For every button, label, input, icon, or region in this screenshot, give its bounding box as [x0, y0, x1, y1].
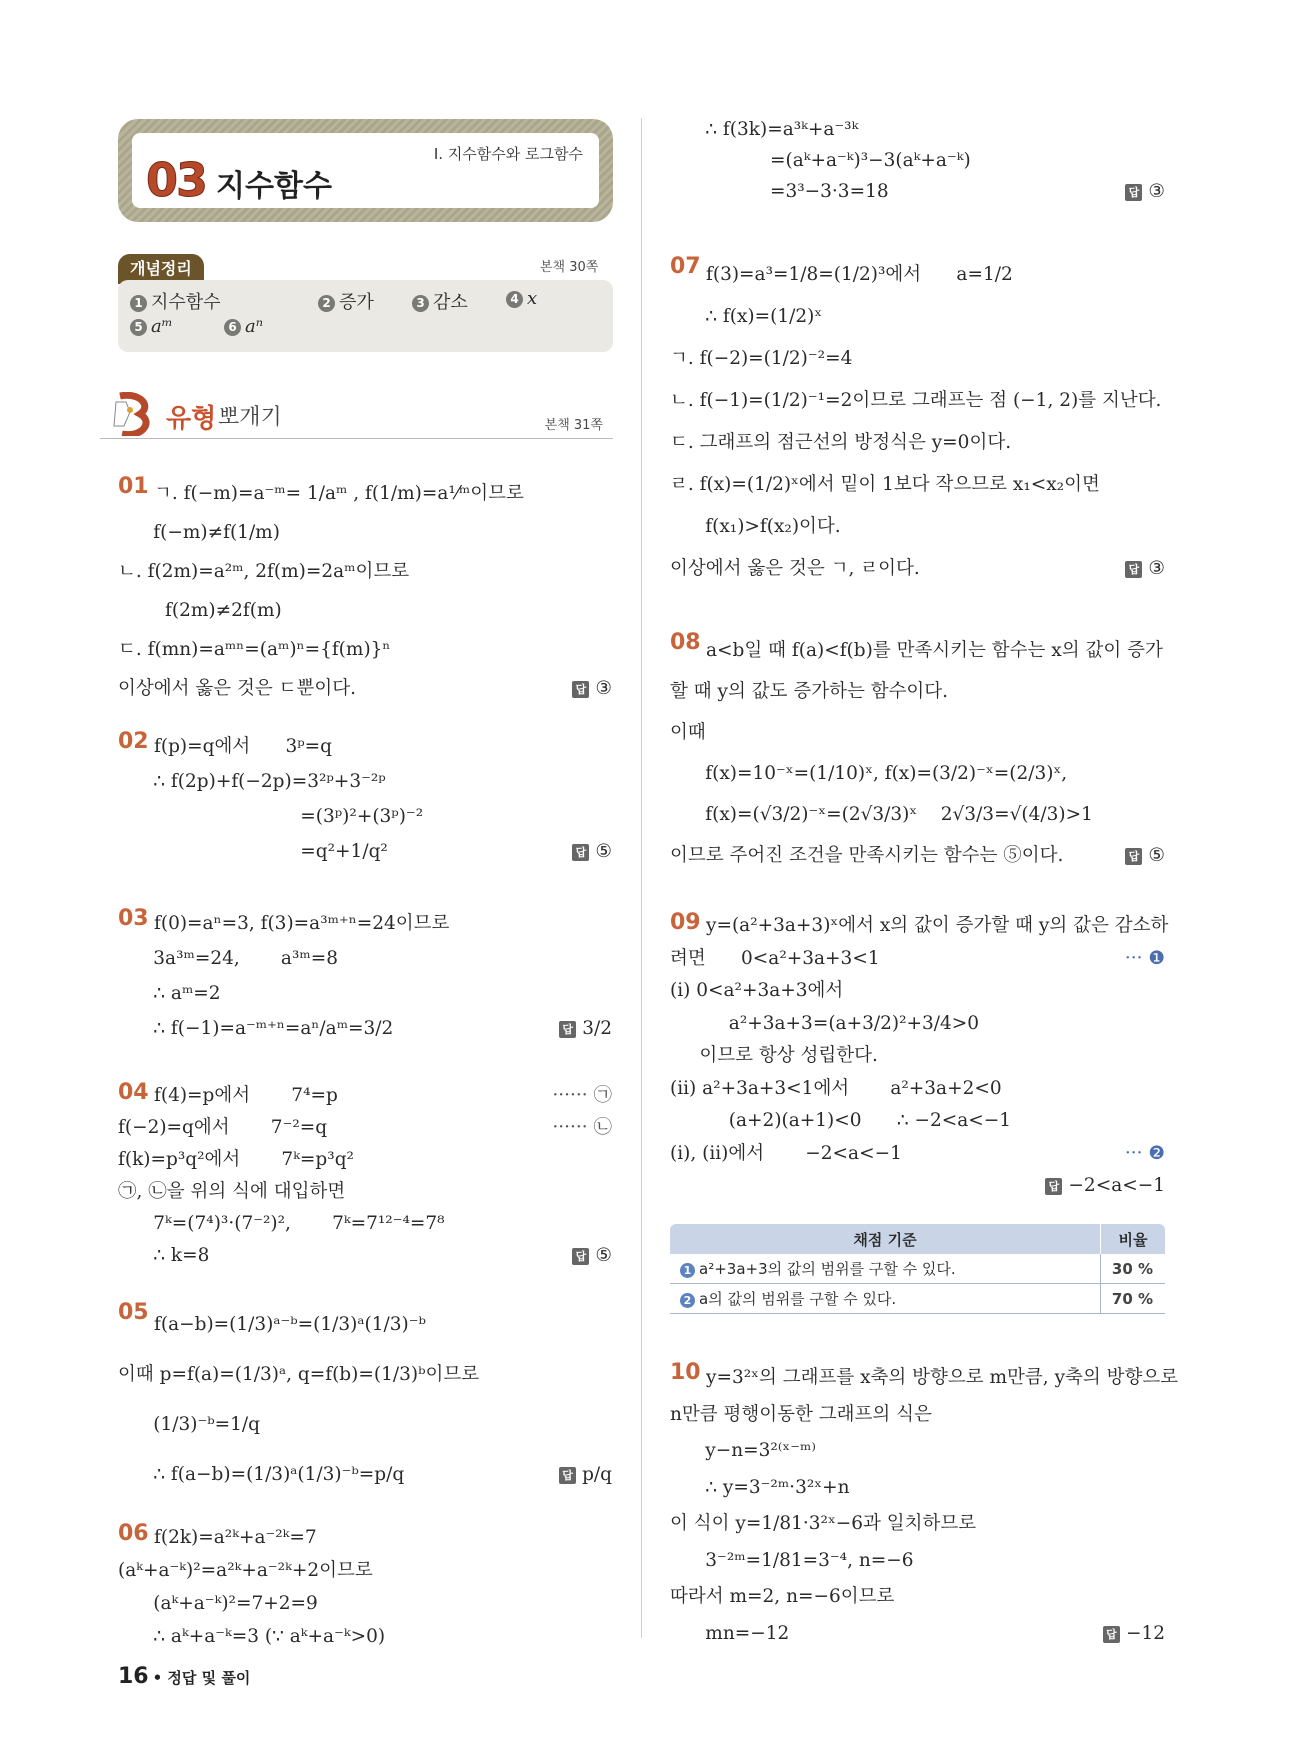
- solution-line: [670, 296, 1165, 338]
- solution-text: mn=−12: [670, 1622, 790, 1644]
- solution-line: [118, 1112, 612, 1144]
- solution-line: [670, 1105, 1165, 1138]
- solution-line: [118, 1208, 612, 1240]
- solution-line: [670, 835, 1165, 876]
- answer-value: ⑤: [595, 1245, 612, 1266]
- solution-line: [670, 1138, 1165, 1171]
- solution-line: [118, 941, 612, 976]
- answer-badge-icon: 답: [572, 1248, 589, 1265]
- solution-text: y−n=3²⁽ˣ⁻ᵐ⁾: [670, 1440, 816, 1461]
- solution-line: [670, 548, 1165, 590]
- solution-text: ㄹ. f(x)=(1/2)ˣ에서 밑이 1보다 작으므로 x₁<x₂이면: [670, 474, 1100, 495]
- solution-line: [670, 176, 1165, 207]
- answer-value: −2<a<−1: [1068, 1175, 1165, 1196]
- solution-line: [670, 145, 1165, 176]
- solution-text: [670, 1175, 676, 1196]
- problem-number: 01: [118, 474, 149, 499]
- answer-badge-icon: 답: [1045, 1178, 1062, 1195]
- grading-header-ratio: 비율: [1101, 1224, 1166, 1254]
- solution-text: 이상에서 옳은 것은 ㄷ뿐이다.: [118, 678, 356, 699]
- solution-line: [118, 669, 612, 708]
- solution-text: 따라서 m=2, n=−6이므로: [670, 1586, 895, 1607]
- solution-text: ∴ f(a−b)=(1/3)ᵃ(1/3)⁻ᵇ=p/q: [118, 1464, 405, 1485]
- type-section-subtitle: 뽀개기: [218, 405, 282, 430]
- solution-text: ㄷ. f(mn)=aᵐⁿ=(aᵐ)ⁿ={f(m)}ⁿ: [118, 639, 391, 660]
- solution-text: =3³−3·3=18: [670, 181, 889, 202]
- solution-line: [670, 910, 1169, 943]
- solution-text: ㉠, ㉡을 위의 식에 대입하면: [118, 1181, 346, 1202]
- page-footer: [118, 1664, 250, 1689]
- solution-line: [118, 1176, 612, 1208]
- solution-text: (ii) a²+3a+3<1에서 a²+3a+2<0: [670, 1077, 1002, 1099]
- answer-value: −12: [1125, 1622, 1165, 1644]
- problem-07: [670, 254, 1165, 590]
- page-number: 16: [118, 1664, 149, 1689]
- grading-table: [670, 1224, 1165, 1314]
- solution-line: [118, 1521, 612, 1554]
- solution-line: [118, 1080, 612, 1112]
- solution-text: (a+2)(a+1)<0 ∴ −2<a<−1: [670, 1110, 1012, 1131]
- answer: [1125, 176, 1165, 207]
- solution-text: 7ᵏ=(7⁴)³·(7⁻²)², 7ᵏ=7¹²⁻⁴=7⁸: [118, 1213, 445, 1234]
- problem-06: [118, 1521, 612, 1653]
- solution-line: [670, 712, 1165, 753]
- solution-line: [670, 671, 1165, 712]
- solution-text: 3⁻²ᵐ=1/81=3⁻⁴, n=−6: [670, 1549, 914, 1571]
- problem-number: 04: [118, 1080, 149, 1105]
- solution-line: [118, 1400, 612, 1450]
- answer: [559, 1450, 612, 1500]
- problem-01: [118, 474, 612, 708]
- solution-line: [670, 794, 1165, 835]
- solution-text: f(−2)=q에서 7⁻²=q: [118, 1117, 328, 1138]
- solution-text: (i) 0<a²+3a+3에서: [670, 980, 844, 1001]
- problem-number: 07: [670, 254, 701, 279]
- solution-text: 이때: [670, 722, 706, 743]
- answer-value: ⑤: [1148, 845, 1165, 866]
- solution-text: ∴ f(−1)=a⁻ᵐ⁺ⁿ=aⁿ/aᵐ=3/2: [118, 1018, 394, 1039]
- solution-text: f(0)=aⁿ=3, f(3)=a³ᵐ⁺ⁿ=24이므로: [154, 913, 450, 934]
- answer-badge-icon: 답: [1103, 1626, 1120, 1643]
- solution-line: [670, 464, 1165, 506]
- problem-05: [118, 1300, 612, 1500]
- solution-text: ∴ f(2p)+f(−2p)=3²ᵖ+3⁻²ᵖ: [118, 771, 386, 792]
- concept-item: 6 aⁿ: [224, 316, 263, 337]
- answer-badge-icon: 답: [559, 1467, 576, 1484]
- grading-row: [670, 1254, 1165, 1284]
- concept-page-ref: 본책 30쪽: [540, 260, 599, 275]
- solution-text: f(k)=p³q²에서 7ᵏ=p³q²: [118, 1149, 354, 1170]
- answer-badge-icon: 답: [572, 844, 589, 861]
- problem-number: 08: [670, 630, 701, 655]
- problem-number: 03: [118, 906, 149, 931]
- solution-line: [670, 1616, 1165, 1653]
- solution-text: 3a³ᵐ=24, a³ᵐ=8: [118, 948, 338, 969]
- solution-line: [670, 380, 1165, 422]
- solution-text: ∴ f(x)=(1/2)ˣ: [670, 306, 823, 327]
- answer-badge-icon: 답: [1125, 184, 1142, 201]
- answer-value: p/q: [582, 1464, 612, 1485]
- answer-value: ③: [595, 678, 612, 699]
- solution-line: [670, 254, 1165, 296]
- solution-line: [670, 338, 1165, 380]
- problem-number: 10: [670, 1360, 701, 1385]
- grading-step-marker: ··· ❷: [1124, 1142, 1165, 1164]
- solution-line: [670, 422, 1165, 464]
- solution-line: [670, 753, 1165, 794]
- solution-text: f(2m)≠2f(m): [118, 600, 282, 621]
- solution-line: [118, 513, 612, 552]
- answer-badge-icon: 답: [1125, 848, 1142, 865]
- chapter-part: Ⅰ. 지수함수와 로그함수: [433, 145, 583, 163]
- solution-text: y=(a²+3a+3)ˣ에서 x의 값이 증가할 때 y의 값은 감소하: [706, 915, 1169, 936]
- solution-text: (aᵏ+a⁻ᵏ)²=7+2=9: [118, 1593, 318, 1614]
- grading-ratio: 70 %: [1101, 1284, 1166, 1314]
- solution-line: [670, 630, 1165, 671]
- problem-10: [670, 1360, 1179, 1652]
- grading-ratio: 30 %: [1101, 1254, 1166, 1284]
- chapter-number: 03: [146, 153, 207, 207]
- solution-line: [118, 1620, 612, 1653]
- concept-item: 2 증가: [318, 288, 374, 314]
- answer: [1125, 548, 1165, 590]
- solution-text: =(aᵏ+a⁻ᵏ)³−3(aᵏ+a⁻ᵏ): [670, 150, 971, 171]
- solution-line: [118, 1450, 612, 1500]
- chapter-title: 지수함수: [216, 169, 332, 204]
- solution-text: ㄱ. f(−2)=(1/2)⁻²=4: [670, 348, 853, 369]
- solution-text: 이상에서 옳은 것은 ㄱ, ㄹ이다.: [670, 558, 920, 579]
- answer: [559, 1011, 612, 1046]
- answer-value: 3/2: [582, 1018, 612, 1039]
- solution-text: y=3²ˣ의 그래프를 x축의 방향으로 m만큼, y축의 방향으로: [706, 1367, 1179, 1388]
- solution-line: [670, 975, 1165, 1008]
- solution-line: [118, 1011, 612, 1046]
- problem-number: 05: [118, 1300, 149, 1325]
- solution-text: (aᵏ+a⁻ᵏ)²=a²ᵏ+a⁻²ᵏ+2이므로: [118, 1560, 373, 1581]
- equation-marker: ······ ㉡: [552, 1117, 612, 1138]
- solution-text: a<b일 때 f(a)<f(b)를 만족시키는 함수는 x의 값이 증가: [706, 640, 1163, 661]
- solution-text: 이 식이 y=1/81·3²ˣ−6과 일치하므로: [670, 1513, 977, 1534]
- answer: [572, 834, 612, 869]
- solution-line: [670, 1170, 1165, 1203]
- answer-badge-icon: 답: [1125, 561, 1142, 578]
- solution-text: 이므로 주어진 조건을 만족시키는 함수는 ⑤이다.: [670, 845, 1064, 866]
- type-section-header: [100, 392, 613, 439]
- solution-text: f(3)=a³=1/8=(1/2)³에서 a=1/2: [706, 264, 1013, 285]
- solution-text: ∴ aᵏ+a⁻ᵏ=3 (∵ aᵏ+a⁻ᵏ>0): [118, 1626, 386, 1647]
- solution-line: [670, 506, 1165, 548]
- solution-text: ∴ y=3⁻²ᵐ·3²ˣ+n: [670, 1476, 850, 1498]
- answer-badge-icon: 답: [572, 681, 589, 698]
- solution-text: 려면 0<a²+3a+3<1: [670, 947, 880, 969]
- solution-line: [118, 474, 612, 513]
- step-1-icon: 1: [680, 1263, 695, 1278]
- answer-value: ③: [1148, 558, 1165, 579]
- solution-text: =(3ᵖ)²+(3ᵖ)⁻²: [118, 806, 424, 827]
- solution-text: (1/3)⁻ᵇ=1/q: [118, 1414, 261, 1435]
- solution-text: n만큼 평행이동한 그래프의 식은: [670, 1403, 932, 1425]
- answer: [1045, 1170, 1165, 1203]
- solution-line: [118, 1554, 612, 1587]
- solution-text: ㄴ. f(−1)=(1/2)⁻¹=2이므로 그래프는 점 (−1, 2)를 지난다.: [670, 390, 1162, 411]
- solution-line: [670, 1506, 1165, 1543]
- solution-text: ㄷ. 그래프의 점근선의 방정식은 y=0이다.: [670, 432, 1012, 453]
- concept-item: 5 aᵐ: [130, 316, 173, 337]
- problem-06-continuation: [670, 114, 1165, 207]
- solution-line: [670, 1579, 1165, 1616]
- problem-number: 09: [670, 910, 701, 935]
- grading-row: [670, 1284, 1165, 1314]
- problem-08: [670, 630, 1165, 876]
- solution-text: ∴ aᵐ=2: [118, 983, 221, 1004]
- sse-b-logo-icon: [100, 392, 150, 436]
- solution-line: [670, 1433, 1165, 1470]
- column-divider: [641, 118, 642, 1638]
- step-2-icon: 2: [680, 1293, 695, 1308]
- solution-text: ㄴ. f(2m)=a²ᵐ, 2f(m)=2aᵐ이므로: [118, 561, 410, 582]
- answer-value: ⑤: [595, 841, 612, 862]
- problem-04: [118, 1080, 612, 1272]
- solution-text: f(x)=10⁻ˣ=(1/10)ˣ, f(x)=(3/2)⁻ˣ=(2/3)ˣ,: [670, 763, 1068, 784]
- solution-line: [118, 906, 612, 941]
- problem-number: 06: [118, 1521, 149, 1546]
- type-section-title: 유형: [166, 404, 217, 434]
- problem-number: 02: [118, 729, 149, 754]
- solution-line: [670, 943, 1165, 976]
- answer-badge-icon: 답: [559, 1021, 576, 1038]
- equation-marker: ······ ㉠: [552, 1085, 612, 1106]
- solution-line: [118, 1144, 612, 1176]
- chapter-header: [118, 119, 613, 222]
- solution-text: f(x)=(√3/2)⁻ˣ=(2√3/3)ˣ 2√3/3=√(4/3)>1: [670, 804, 1093, 825]
- solution-line: [118, 552, 612, 591]
- solution-line: [118, 834, 612, 869]
- solution-text: ∴ f(3k)=a³ᵏ+a⁻³ᵏ: [670, 119, 859, 140]
- solution-line: [118, 630, 612, 669]
- grading-criterion: a의 값의 범위를 구할 수 있다.: [699, 1290, 897, 1308]
- problem-09: [670, 910, 1169, 1203]
- solution-text: f(−m)≠f(1/m): [118, 522, 280, 543]
- problem-02: [118, 729, 612, 869]
- answer: [1103, 1616, 1165, 1653]
- solution-text: 이때 p=f(a)=(1/3)ᵃ, q=f(b)=(1/3)ᵇ이므로: [118, 1364, 480, 1385]
- answer-value: ③: [1148, 181, 1165, 202]
- type-section-page-ref: 본책 31쪽: [544, 418, 603, 433]
- solution-text: f(2k)=a²ᵏ+a⁻²ᵏ=7: [154, 1527, 317, 1548]
- solution-line: [118, 976, 612, 1011]
- solution-line: [670, 1543, 1165, 1580]
- solution-line: [118, 1240, 612, 1272]
- solution-line: [670, 1470, 1165, 1507]
- answer: [572, 669, 612, 708]
- grading-step-marker: ··· ❶: [1124, 947, 1165, 969]
- solution-line: [670, 1040, 1165, 1073]
- solution-line: [118, 1587, 612, 1620]
- solution-text: (i), (ii)에서 −2<a<−1: [670, 1142, 902, 1164]
- solution-line: [118, 729, 612, 764]
- concept-item: 1 지수함수: [130, 288, 221, 314]
- footer-label: • 정답 및 풀이: [152, 1669, 251, 1687]
- concept-item: 3 감소: [412, 288, 468, 314]
- solution-line: [670, 1397, 1165, 1434]
- answer: [572, 1240, 612, 1272]
- solution-line: [670, 1360, 1179, 1397]
- solution-line: [670, 1073, 1165, 1106]
- solution-text: 이므로 항상 성립한다.: [670, 1045, 878, 1066]
- problem-03: [118, 906, 612, 1046]
- answer: [1125, 835, 1165, 876]
- solution-text: =q²+1/q²: [118, 841, 388, 862]
- solution-line: [670, 1008, 1165, 1041]
- solution-text: f(a−b)=(1/3)ᵃ⁻ᵇ=(1/3)ᵃ(1/3)⁻ᵇ: [154, 1314, 426, 1335]
- solution-text: f(4)=p에서 7⁴=p: [154, 1085, 338, 1106]
- solution-text: f(p)=q에서 3ᵖ=q: [154, 736, 333, 757]
- solution-line: [118, 799, 612, 834]
- concept-box: [118, 280, 613, 352]
- solution-line: [118, 764, 612, 799]
- solution-text: ∴ k=8: [118, 1245, 210, 1266]
- solution-line: [118, 591, 612, 630]
- solution-line: [118, 1350, 612, 1400]
- solution-line: [670, 114, 1165, 145]
- solution-line: [118, 1300, 612, 1350]
- grading-criterion: a²+3a+3의 값의 범위를 구할 수 있다.: [699, 1260, 956, 1278]
- solution-text: a²+3a+3=(a+3/2)²+3/4>0: [670, 1012, 980, 1034]
- solution-text: f(x₁)>f(x₂)이다.: [670, 516, 841, 537]
- grading-header-criterion: 채점 기준: [670, 1224, 1101, 1254]
- concept-item: 4 x: [506, 288, 537, 309]
- solution-text: ㄱ. f(−m)=a⁻ᵐ= 1/aᵐ , f(1/m)=a¹⁄ᵐ이므로: [154, 483, 524, 504]
- solution-text: 할 때 y의 값도 증가하는 함수이다.: [670, 681, 949, 702]
- concept-tab: 개념정리: [118, 254, 204, 284]
